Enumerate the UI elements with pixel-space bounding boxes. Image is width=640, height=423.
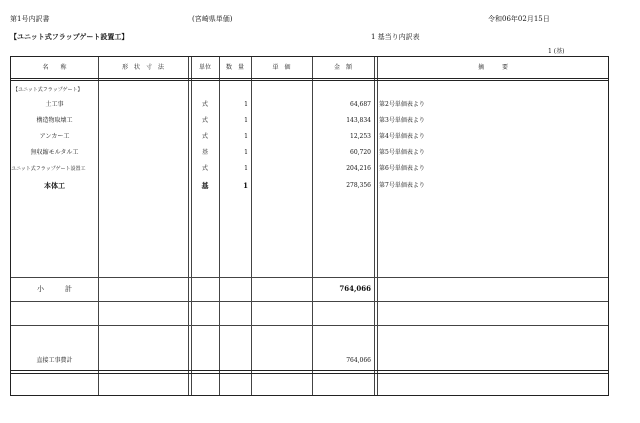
row-qty: 1 bbox=[244, 165, 248, 172]
row-qty: 1 bbox=[243, 181, 248, 190]
row-remarks: 第4号単価表より bbox=[379, 133, 425, 140]
row-qty: 1 bbox=[244, 117, 248, 124]
row-amount: 143,834 bbox=[346, 117, 371, 124]
row-name: 構造物取壊工 bbox=[36, 117, 73, 124]
row-unit: 式 bbox=[201, 133, 208, 140]
price-basis: (宮崎県単価) bbox=[192, 15, 233, 23]
row-qty: 1 bbox=[244, 149, 248, 156]
breakdown-table bbox=[10, 56, 609, 396]
row-name: ユニット式フラップゲート設置工 bbox=[11, 166, 86, 172]
doc-date: 令和06年02月15日 bbox=[488, 15, 550, 23]
row-remarks: 第6号単価表より bbox=[379, 165, 425, 172]
row-name: アンカー工 bbox=[39, 133, 70, 140]
col-header-amount: 金 額 bbox=[333, 64, 352, 71]
subtotal-amount: 764,066 bbox=[339, 284, 371, 293]
row-name: 無収縮モルタル工 bbox=[30, 149, 79, 156]
row-amount: 60,720 bbox=[350, 149, 371, 156]
per-unit-caption: 1 基当り内訳表 bbox=[371, 33, 420, 41]
quantity-note: 1 (基) bbox=[548, 48, 565, 55]
direct-total-amount: 764,066 bbox=[346, 357, 371, 364]
col-header-unit-price: 単 価 bbox=[272, 64, 291, 71]
row-remarks: 第7号単価表より bbox=[379, 182, 425, 189]
row-unit: 式 bbox=[201, 165, 208, 172]
row-name: 本体工 bbox=[44, 181, 65, 190]
row-amount: 64,687 bbox=[350, 101, 371, 108]
row-unit: 基 bbox=[201, 149, 208, 156]
col-header-remarks: 摘 要 bbox=[477, 64, 508, 71]
row-qty: 1 bbox=[244, 133, 248, 140]
subtotal-label: 小 計 bbox=[37, 285, 72, 293]
row-unit: 式 bbox=[201, 101, 208, 108]
row-name: 【ユニット式フラップゲート】 bbox=[13, 87, 83, 93]
col-header-name: 名 称 bbox=[42, 64, 67, 71]
row-amount: 278,356 bbox=[346, 182, 371, 189]
row-amount: 204,216 bbox=[346, 165, 371, 172]
row-remarks: 第2号単価表より bbox=[379, 101, 425, 108]
page-title: 【ユニット式フラップゲート設置工】 bbox=[10, 32, 129, 41]
direct-total-label: 直接工事費計 bbox=[36, 357, 73, 364]
row-unit: 式 bbox=[201, 117, 208, 124]
row-remarks: 第5号単価表より bbox=[379, 149, 425, 156]
row-remarks: 第3号単価表より bbox=[379, 117, 425, 124]
row-unit: 基 bbox=[201, 181, 209, 190]
col-header-unit: 単位 bbox=[198, 64, 211, 71]
row-name: 土工事 bbox=[45, 101, 64, 108]
col-header-shape: 形 状 寸 法 bbox=[121, 64, 164, 71]
doc-number: 第1号内訳書 bbox=[10, 15, 50, 23]
row-qty: 1 bbox=[244, 101, 248, 108]
col-header-qty: 数 量 bbox=[225, 64, 244, 71]
row-amount: 12,253 bbox=[350, 133, 371, 140]
